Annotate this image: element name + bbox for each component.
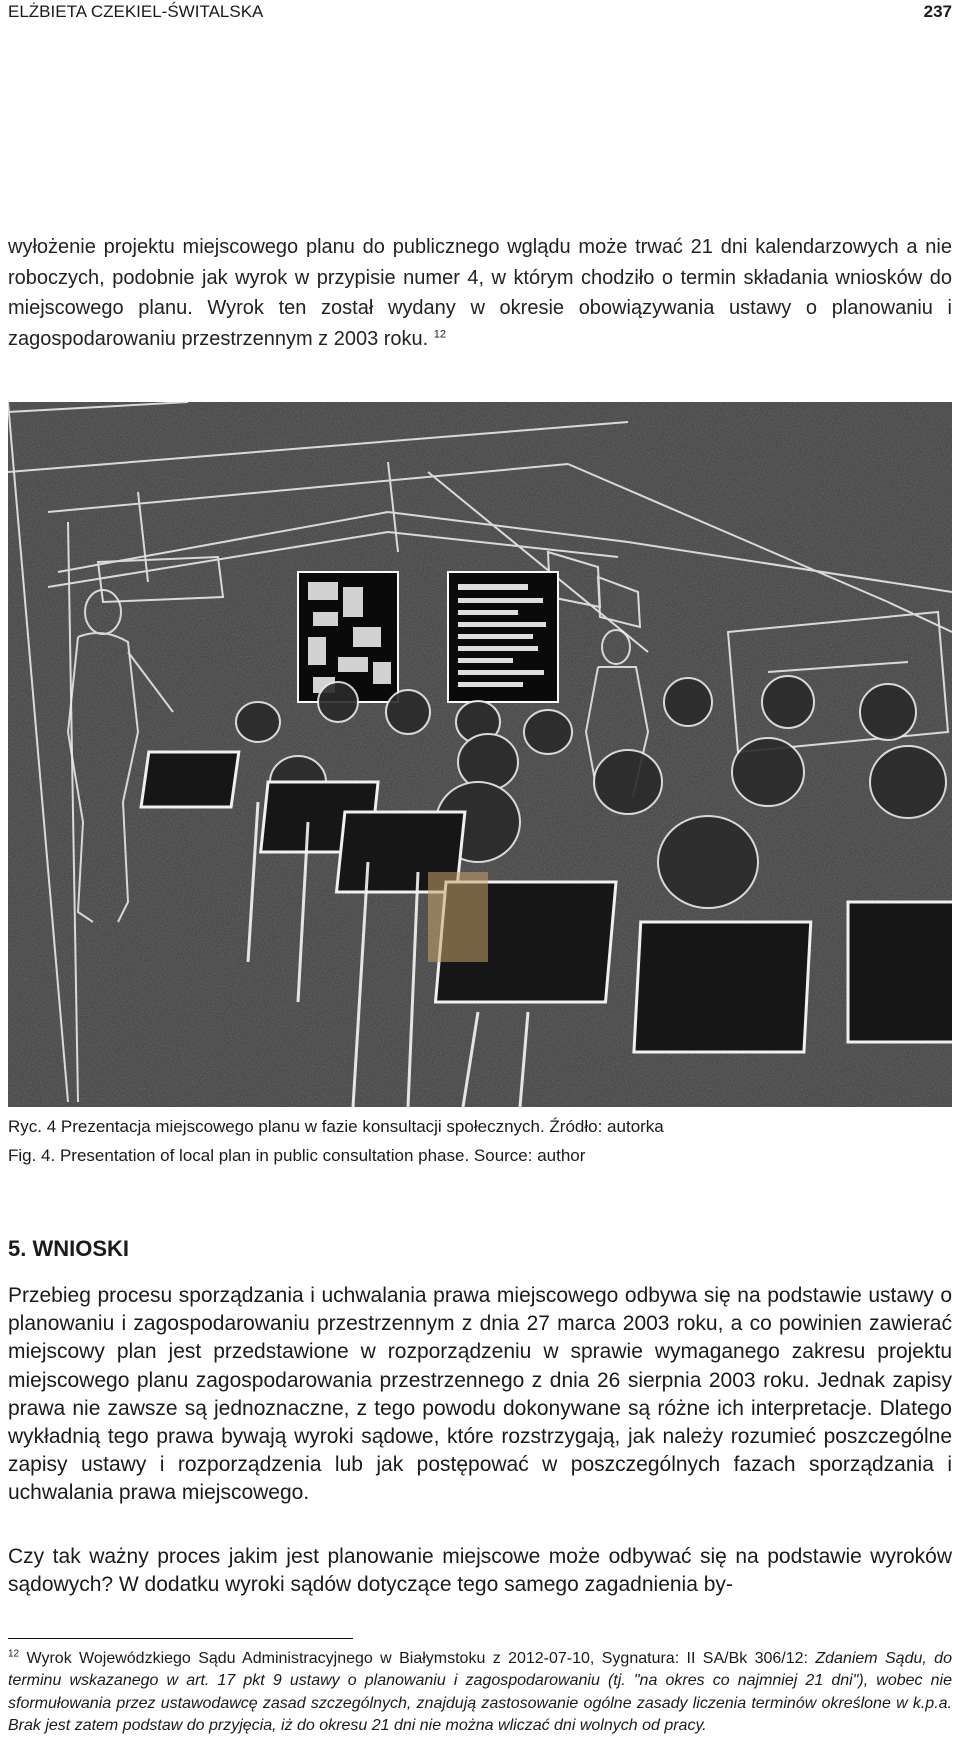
footnote-separator	[8, 1638, 353, 1639]
figure-photo	[8, 402, 952, 1107]
figure-caption-en: Fig. 4. Presentation of local plan in public consultation phase. Source: author	[8, 1146, 586, 1165]
paragraph-conclusions-2: Czy tak ważny proces jakim jest planowanie miejscowe może odbywać się na podstawie wyroków sądowych? W dodatku wyroki sądów dotyczące tego samego zagadnienia by-	[8, 1545, 952, 1597]
footnote-ref[interactable]: 12	[433, 327, 447, 340]
footnote-text-regular: Wyrok Wojewódzkiego Sądu Administracyjnego w Białymstoku z 2012-07-10, Sygnatura: II SA/Bk 306/12:	[26, 1650, 808, 1667]
paragraph-intro	[8, 232, 952, 354]
running-head-author: ELŻBIETA CZEKIEL-ŚWITALSKA	[8, 2, 264, 21]
paragraph-intro-text: wyłożenie projektu miejscowego planu do publicznego wglądu może trwać 21 dni kalendarzowych a nie roboczych, podobnie jak wyrok w przypisie numer 4, w którym chodziło o termin składania wniosków do miejscowego planu. Wyrok ten został wydany w okresie obowiązywania ustawy o planowaniu i zagospodarowaniu przestrzennym z 2003 roku.	[8, 236, 952, 350]
footnote-12	[8, 1648, 952, 1738]
photo-lecture-room	[8, 402, 952, 1107]
section-heading: 5. WNIOSKI	[8, 1236, 130, 1261]
footnote-text-italic: Zdaniem Sądu, do terminu wskazanego w art. 17 pkt 9 ustawy o planowaniu i zagospodarowaniu (tj. "na okres co najmniej 21 dni"), wobec nie sformułowania przez ustawodawcę zasad szczególnych, znajdują zastosowanie ogólne zasady liczenia terminów określone w k.p.a. Brak jest zatem podstaw do przyjęcia, iż do okresu 21 dni nie można wliczać dni wolnych od pracy.	[8, 1650, 952, 1735]
figure-caption-pl: Ryc. 4 Prezentacja miejscowego planu w fazie konsultacji społecznych. Źródło: autorka	[8, 1117, 664, 1136]
page-header	[8, 2, 952, 26]
page-number: 237	[923, 2, 952, 21]
paragraph-conclusions-1: Przebieg procesu sporządzania i uchwalania prawa miejscowego odbywa się na podstawie ustawy o planowaniu i zagospodarowaniu przestrzennym z dnia 27 marca 2003 roku, a co powinien zawierać miejscowy plan jest przedstawione w rozporządzeniu w sprawie wymaganego zakresu projektu miejscowego planu zagospodarowania przestrzennego z dnia 26 sierpnia 2003 roku. Jednak zapisy prawa nie zawsze są jednoznaczne, z tego powodu dokonywane są różne ich interpretacje. Dlatego wykładnią tego prawa bywają wyroki sądowe, które rozstrzygają, jak należy rozumieć poszczególne zapisy ustawy i rozporządzenia lub jak postępować w poszczególnych fazach sporządzania i uchwalania prawa miejscowego.	[8, 1284, 952, 1505]
footnote-number: 12	[8, 1648, 20, 1660]
